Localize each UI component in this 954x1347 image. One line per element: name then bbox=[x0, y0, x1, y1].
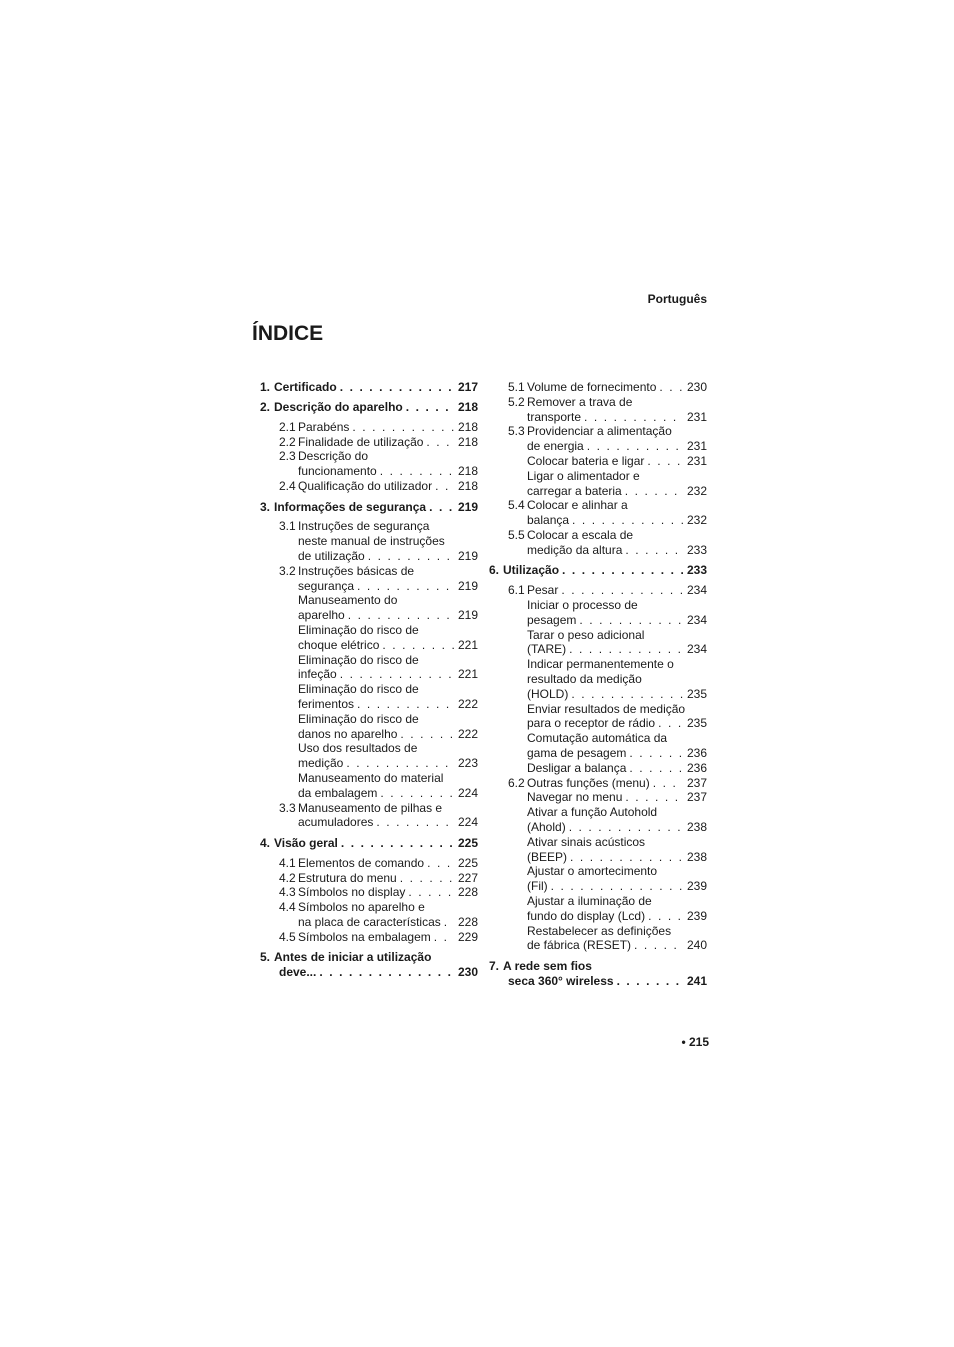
toc-entry bbox=[489, 746, 707, 761]
toc-entry bbox=[260, 608, 478, 623]
toc-entry bbox=[489, 909, 707, 924]
toc-entry-title: danos no aparelho bbox=[298, 726, 398, 741]
toc-entry-title: balança bbox=[527, 513, 570, 528]
toc-entry bbox=[489, 894, 707, 909]
toc-entry-title: seca 360° wireless bbox=[508, 973, 614, 988]
toc-entry-page: 219 bbox=[457, 499, 478, 514]
toc-entry bbox=[260, 930, 478, 945]
toc-entry-title: Eliminação do risco de bbox=[298, 682, 419, 697]
toc-entry-title: Visão geral bbox=[274, 835, 338, 850]
toc-entry bbox=[260, 885, 478, 900]
toc-entry bbox=[260, 464, 478, 479]
toc-entry-title: Instruções de segurança bbox=[298, 519, 430, 534]
toc-entry-title: Colocar e alinhar a bbox=[527, 498, 628, 513]
toc-entry-title: Utilização bbox=[503, 563, 560, 578]
toc-leader-dots bbox=[650, 776, 683, 791]
toc-entry-title: Enviar resultados de medição bbox=[527, 701, 686, 716]
toc-column-right bbox=[489, 380, 707, 994]
toc-entry-page: 221 bbox=[457, 667, 478, 682]
toc-entry bbox=[260, 836, 478, 851]
toc-entry-title: Manuseamento do bbox=[298, 593, 398, 608]
toc-entry-number: 5.2 bbox=[508, 394, 525, 409]
toc-entry bbox=[260, 950, 478, 965]
toc-leader-dots bbox=[377, 786, 454, 801]
toc-entry-title: deve... bbox=[279, 965, 317, 980]
toc-entry bbox=[489, 395, 707, 410]
toc-entry-page: 229 bbox=[457, 929, 478, 944]
toc-entry-title: Ligar o alimentador e bbox=[527, 468, 640, 483]
toc-entry bbox=[260, 623, 478, 638]
toc-leader-dots bbox=[379, 638, 454, 653]
toc-entry bbox=[260, 420, 478, 435]
toc-entry bbox=[260, 449, 478, 464]
toc-entry-title: Instruções básicas de bbox=[298, 563, 415, 578]
toc-entry bbox=[489, 563, 707, 578]
toc-entry-title: para o receptor de rádio bbox=[527, 716, 656, 731]
toc-entry-title: Remover a trava de bbox=[527, 394, 633, 409]
toc-entry-page: 227 bbox=[457, 870, 478, 885]
toc-entry-page: 221 bbox=[457, 637, 478, 652]
toc-entry-page: 218 bbox=[457, 399, 478, 414]
toc-entry-page: 234 bbox=[686, 642, 707, 657]
toc-leader-dots bbox=[343, 756, 454, 771]
toc-entry bbox=[260, 965, 478, 980]
toc-leader-dots bbox=[567, 850, 683, 865]
toc-entry bbox=[260, 519, 478, 534]
toc-leader-dots bbox=[377, 464, 454, 479]
toc-leader-dots bbox=[631, 938, 683, 953]
toc-entry-title: carregar a bateria bbox=[527, 483, 622, 498]
toc-entry bbox=[489, 598, 707, 613]
toc-entry-number: 2.1 bbox=[279, 419, 296, 434]
toc-leader-dots bbox=[397, 727, 454, 742]
toc-entry bbox=[489, 543, 707, 558]
toc-entry-title: Colocar a escala de bbox=[527, 527, 634, 542]
toc-entry-page: 219 bbox=[457, 608, 478, 623]
toc-entry-title: pesagem bbox=[527, 612, 577, 627]
toc-entry bbox=[489, 820, 707, 835]
toc-entry-title: Iniciar o processo de bbox=[527, 598, 638, 613]
toc-entry-title: (BEEP) bbox=[527, 849, 568, 864]
toc-entry bbox=[260, 682, 478, 697]
toc-entry-page: 240 bbox=[686, 938, 707, 953]
toc-entry-number: 1. bbox=[260, 380, 271, 394]
toc-entry-title: na placa de características bbox=[298, 915, 441, 930]
toc-entry bbox=[260, 815, 478, 830]
toc-entry bbox=[260, 593, 478, 608]
toc-entry bbox=[489, 380, 707, 395]
toc-entry-page: 237 bbox=[686, 775, 707, 790]
toc-entry bbox=[260, 741, 478, 756]
toc-entry-page: 234 bbox=[686, 612, 707, 627]
toc-entry-title: neste manual de instruções bbox=[298, 534, 445, 549]
toc-leader-dots bbox=[558, 583, 683, 598]
toc-entry bbox=[489, 864, 707, 879]
toc-entry-number: 4.2 bbox=[279, 870, 296, 885]
toc-entry bbox=[260, 856, 478, 871]
toc-leader-dots bbox=[622, 543, 683, 558]
toc-entry-page: 235 bbox=[686, 716, 707, 731]
toc-leader-dots bbox=[548, 879, 683, 894]
toc-entry-page: 235 bbox=[686, 686, 707, 701]
toc-entry bbox=[489, 716, 707, 731]
toc-entry-title: (TARE) bbox=[527, 642, 567, 657]
toc-entry bbox=[489, 498, 707, 513]
toc-entry bbox=[260, 638, 478, 653]
toc-entry-number: 5. bbox=[260, 950, 271, 965]
toc-entry-title: (Fil) bbox=[527, 879, 548, 894]
toc-entry bbox=[260, 697, 478, 712]
toc-entry bbox=[260, 756, 478, 771]
toc-entry-number: 3.1 bbox=[279, 519, 296, 534]
toc-entry bbox=[260, 479, 478, 494]
toc-entry-page: 230 bbox=[457, 965, 478, 980]
toc-leader-dots bbox=[566, 820, 683, 835]
toc-entry bbox=[260, 579, 478, 594]
toc-entry-title: Parabéns bbox=[298, 419, 350, 434]
toc-leader-dots bbox=[614, 974, 683, 989]
toc-leader-dots bbox=[424, 856, 454, 871]
toc-entry bbox=[489, 702, 707, 717]
toc-entry bbox=[489, 657, 707, 672]
toc-entry-title: Informações de segurança bbox=[274, 499, 427, 514]
toc-entry-number: 3.3 bbox=[279, 800, 296, 815]
toc-entry-number: 4.5 bbox=[279, 929, 296, 944]
toc-entry bbox=[489, 687, 707, 702]
toc-entry bbox=[489, 454, 707, 469]
toc-entry bbox=[260, 771, 478, 786]
toc-entry bbox=[489, 424, 707, 439]
toc-entry-number: 5.3 bbox=[508, 424, 525, 439]
toc-entry-title: Eliminação do risco de bbox=[298, 623, 419, 638]
toc-entry bbox=[260, 564, 478, 579]
toc-entry-title: Certificado bbox=[274, 380, 337, 394]
toc-entry-number: 6.1 bbox=[508, 583, 525, 598]
toc-entry-title: Finalidade de utilização bbox=[298, 434, 424, 449]
toc-entry bbox=[260, 435, 478, 450]
toc-leader-dots bbox=[403, 400, 454, 415]
toc-entry-page: 241 bbox=[686, 973, 707, 988]
toc-leader-dots bbox=[405, 885, 454, 900]
toc-entry-number: 5.4 bbox=[508, 498, 525, 513]
toc-entry bbox=[489, 974, 707, 989]
toc-entry-title: Antes de iniciar a utilização bbox=[274, 950, 432, 965]
toc-entry-page: 223 bbox=[457, 756, 478, 771]
toc-entry bbox=[489, 790, 707, 805]
toc-entry-title: Estrutura do menu bbox=[298, 870, 397, 885]
toc-entry-page: 233 bbox=[686, 563, 707, 578]
toc-entry bbox=[260, 653, 478, 668]
toc-leader-dots bbox=[349, 420, 454, 435]
toc-entry-page: 239 bbox=[686, 879, 707, 894]
toc-entry bbox=[260, 500, 478, 515]
toc-leader-dots bbox=[354, 579, 454, 594]
toc-entry-title: Descrição do aparelho bbox=[274, 399, 403, 414]
toc-entry bbox=[489, 513, 707, 528]
toc-entry-title: infeção bbox=[298, 667, 337, 682]
toc-entry-page: 218 bbox=[457, 464, 478, 479]
toc-entry bbox=[260, 871, 478, 886]
toc-entry-title: A rede sem fios bbox=[503, 958, 592, 973]
toc-entry bbox=[489, 761, 707, 776]
toc-entry-page: 236 bbox=[686, 760, 707, 775]
toc-entry-title: segurança bbox=[298, 578, 355, 593]
toc-leader-dots bbox=[566, 642, 683, 657]
toc-entry-title: de utilização bbox=[298, 549, 365, 564]
toc-entry-page: 238 bbox=[686, 820, 707, 834]
toc-leader-dots bbox=[655, 716, 683, 731]
toc-entry-number: 5.5 bbox=[508, 527, 525, 542]
toc-leader-dots bbox=[568, 687, 683, 702]
toc-entry-number: 7. bbox=[489, 958, 500, 973]
toc-entry-number: 3.2 bbox=[279, 563, 296, 578]
toc-entry bbox=[260, 712, 478, 727]
toc-entry bbox=[489, 613, 707, 628]
toc-entry-number: 6. bbox=[489, 563, 500, 578]
toc-leader-dots bbox=[373, 815, 454, 830]
toc-leader-dots bbox=[626, 746, 683, 761]
toc-entry-title: Outras funções (menu) bbox=[527, 775, 650, 790]
toc-entry-page: 231 bbox=[686, 439, 707, 454]
toc-leader-dots bbox=[338, 836, 454, 851]
toc-entry bbox=[489, 835, 707, 850]
toc-entry-page: 232 bbox=[686, 483, 707, 498]
toc-entry-title: Volume de fornecimento bbox=[527, 380, 657, 394]
toc-entry bbox=[489, 469, 707, 484]
toc-entry-page: 218 bbox=[457, 434, 478, 449]
toc-entry-page: 225 bbox=[457, 835, 478, 850]
toc-entry bbox=[489, 672, 707, 687]
toc-entry-title: Qualificação do utilizador bbox=[298, 478, 433, 493]
page-title: ÍNDICE bbox=[252, 322, 324, 345]
toc-entry-page: 238 bbox=[686, 849, 707, 864]
toc-entry-title: acumuladores bbox=[298, 815, 374, 830]
toc-entry-title: Providenciar a alimentação bbox=[527, 424, 672, 439]
toc-entry-title: (Ahold) bbox=[527, 820, 566, 834]
toc-entry-page: 230 bbox=[686, 380, 707, 394]
language-label: Português bbox=[647, 292, 707, 306]
toc-entry-title: de fábrica (RESET) bbox=[527, 938, 632, 953]
toc-entry bbox=[260, 900, 478, 915]
toc-entry-title: medição da altura bbox=[527, 542, 623, 557]
toc-entry-number: 4.1 bbox=[279, 855, 296, 870]
toc-entry-page: 228 bbox=[457, 885, 478, 900]
toc-leader-dots bbox=[626, 761, 683, 776]
toc-entry bbox=[260, 549, 478, 564]
toc-entry-page: 224 bbox=[457, 815, 478, 830]
toc-entry bbox=[489, 642, 707, 657]
toc-entry-title: Desligar a balança bbox=[527, 760, 627, 775]
toc-leader-dots bbox=[559, 563, 683, 578]
toc-leader-dots bbox=[656, 380, 683, 395]
toc-entry-title: Eliminação do risco de bbox=[298, 652, 419, 667]
toc-entry-title: Navegar no menu bbox=[527, 790, 623, 805]
toc-entry bbox=[489, 583, 707, 598]
toc-leader-dots bbox=[441, 915, 454, 930]
toc-entry-title: Ajustar a iluminação de bbox=[527, 893, 652, 908]
toc-entry-title: Símbolos no aparelho e bbox=[298, 900, 425, 915]
toc-entry-number: 2.2 bbox=[279, 434, 296, 449]
toc-entry bbox=[489, 938, 707, 953]
toc-entry-page: 218 bbox=[457, 419, 478, 434]
toc-entry-title: da embalagem bbox=[298, 785, 378, 800]
toc-entry bbox=[489, 776, 707, 791]
toc-entry bbox=[260, 801, 478, 816]
toc-entry bbox=[489, 731, 707, 746]
toc-entry bbox=[260, 400, 478, 415]
toc-entry-title: Símbolos na embalagem bbox=[298, 929, 431, 944]
toc-leader-dots bbox=[337, 667, 454, 682]
toc-leader-dots bbox=[645, 909, 683, 924]
toc-entry-number: 4.3 bbox=[279, 885, 296, 900]
toc-entry-page: 228 bbox=[457, 915, 478, 930]
toc-entry-number: 6.2 bbox=[508, 775, 525, 790]
toc-leader-dots bbox=[426, 500, 454, 515]
toc-entry-title: (HOLD) bbox=[527, 686, 569, 701]
toc-entry-page: 219 bbox=[457, 578, 478, 593]
toc-entry bbox=[260, 380, 478, 395]
toc-entry-title: medição bbox=[298, 756, 344, 771]
toc-leader-dots bbox=[581, 410, 683, 425]
toc-entry-title: Uso dos resultados de bbox=[298, 741, 418, 756]
toc-entry-page: 237 bbox=[686, 790, 707, 805]
toc-entry-title: Comutação automática da bbox=[527, 731, 668, 746]
toc-entry-title: choque elétrico bbox=[298, 637, 380, 652]
toc-entry-title: funcionamento bbox=[298, 464, 377, 479]
toc-entry-page: 224 bbox=[457, 785, 478, 800]
toc-leader-dots bbox=[337, 380, 454, 395]
toc-entry-page: 231 bbox=[686, 409, 707, 424]
toc-entry bbox=[489, 410, 707, 425]
toc-entry-title: Ativar a função Autohold bbox=[527, 805, 658, 820]
toc-entry-page: 233 bbox=[686, 542, 707, 557]
toc-leader-dots bbox=[431, 930, 454, 945]
toc-entry-page: 225 bbox=[457, 855, 478, 870]
toc-entry-page: 222 bbox=[457, 726, 478, 741]
toc-leader-dots bbox=[576, 613, 683, 628]
toc-entry-title: Manuseamento do material bbox=[298, 771, 444, 785]
toc-entry-page: 239 bbox=[686, 908, 707, 923]
toc-entry-title: de energia bbox=[527, 439, 584, 454]
toc-leader-dots bbox=[584, 439, 683, 454]
toc-column-left bbox=[260, 380, 478, 985]
toc-entry-page: 218 bbox=[457, 478, 478, 493]
toc-leader-dots bbox=[569, 513, 683, 528]
toc-entry-title: Símbolos no display bbox=[298, 885, 406, 900]
toc-entry-number: 5.1 bbox=[508, 380, 525, 394]
toc-entry-number: 3. bbox=[260, 499, 271, 514]
page-number: • 215 bbox=[681, 1035, 709, 1049]
toc-entry-page: 219 bbox=[457, 549, 478, 564]
toc-entry-title: gama de pesagem bbox=[527, 746, 627, 761]
toc-entry-page: 217 bbox=[457, 380, 478, 394]
toc-entry bbox=[260, 667, 478, 682]
toc-leader-dots bbox=[397, 871, 454, 886]
toc-entry-title: Manuseamento de pilhas e bbox=[298, 800, 443, 815]
toc-entry-page: 236 bbox=[686, 746, 707, 761]
toc-entry bbox=[260, 786, 478, 801]
toc-entry-page: 231 bbox=[686, 453, 707, 468]
toc-entry-number: 2.4 bbox=[279, 478, 296, 493]
toc-entry-title: Descrição do bbox=[298, 449, 369, 464]
toc-entry bbox=[489, 484, 707, 499]
toc-entry-title: transporte bbox=[527, 409, 582, 424]
toc-entry-number: 2.3 bbox=[279, 449, 296, 464]
toc-leader-dots bbox=[354, 697, 454, 712]
toc-entry-title: Elementos de comando bbox=[298, 855, 425, 870]
toc-entry bbox=[489, 439, 707, 454]
toc-entry bbox=[489, 879, 707, 894]
toc-entry-title: Tarar o peso adicional bbox=[527, 627, 645, 642]
toc-entry bbox=[489, 628, 707, 643]
toc-entry bbox=[489, 805, 707, 820]
toc-entry-number: 2. bbox=[260, 399, 271, 414]
toc-entry-title: Colocar bateria e ligar bbox=[527, 453, 645, 468]
toc-leader-dots bbox=[365, 549, 454, 564]
toc-entry-page: 234 bbox=[686, 583, 707, 598]
toc-entry-title: Ativar sinais acústicos bbox=[527, 834, 646, 849]
toc-entry-title: fundo do display (Lcd) bbox=[527, 908, 646, 923]
toc-entry-title: Ajustar o amortecimento bbox=[527, 864, 658, 879]
toc-leader-dots bbox=[345, 608, 454, 623]
toc-entry-number: 4. bbox=[260, 835, 271, 850]
toc-entry-page: 232 bbox=[686, 513, 707, 528]
toc-entry bbox=[489, 924, 707, 939]
toc-entry-number: 4.4 bbox=[279, 900, 296, 915]
toc-entry bbox=[260, 727, 478, 742]
toc-leader-dots bbox=[432, 479, 454, 494]
toc-entry bbox=[489, 850, 707, 865]
toc-leader-dots bbox=[622, 484, 683, 499]
toc-entry-title: Restabelecer as definições bbox=[527, 923, 672, 938]
toc-entry bbox=[260, 534, 478, 549]
toc-entry-title: Eliminação do risco de bbox=[298, 711, 419, 726]
toc-entry-title: Pesar bbox=[527, 583, 559, 598]
toc-entry bbox=[260, 915, 478, 930]
toc-leader-dots bbox=[316, 965, 454, 980]
toc-leader-dots bbox=[622, 790, 683, 805]
toc-entry-title: ferimentos bbox=[298, 697, 355, 712]
toc-entry-page: 222 bbox=[457, 697, 478, 712]
toc-entry bbox=[489, 959, 707, 974]
toc-entry bbox=[489, 528, 707, 543]
toc-leader-dots bbox=[423, 435, 454, 450]
toc-entry-title: aparelho bbox=[298, 608, 345, 623]
toc-leader-dots bbox=[644, 454, 683, 469]
toc-entry-title: Indicar permanentemente o bbox=[527, 657, 674, 672]
toc-entry-title: resultado da medição bbox=[527, 672, 642, 687]
